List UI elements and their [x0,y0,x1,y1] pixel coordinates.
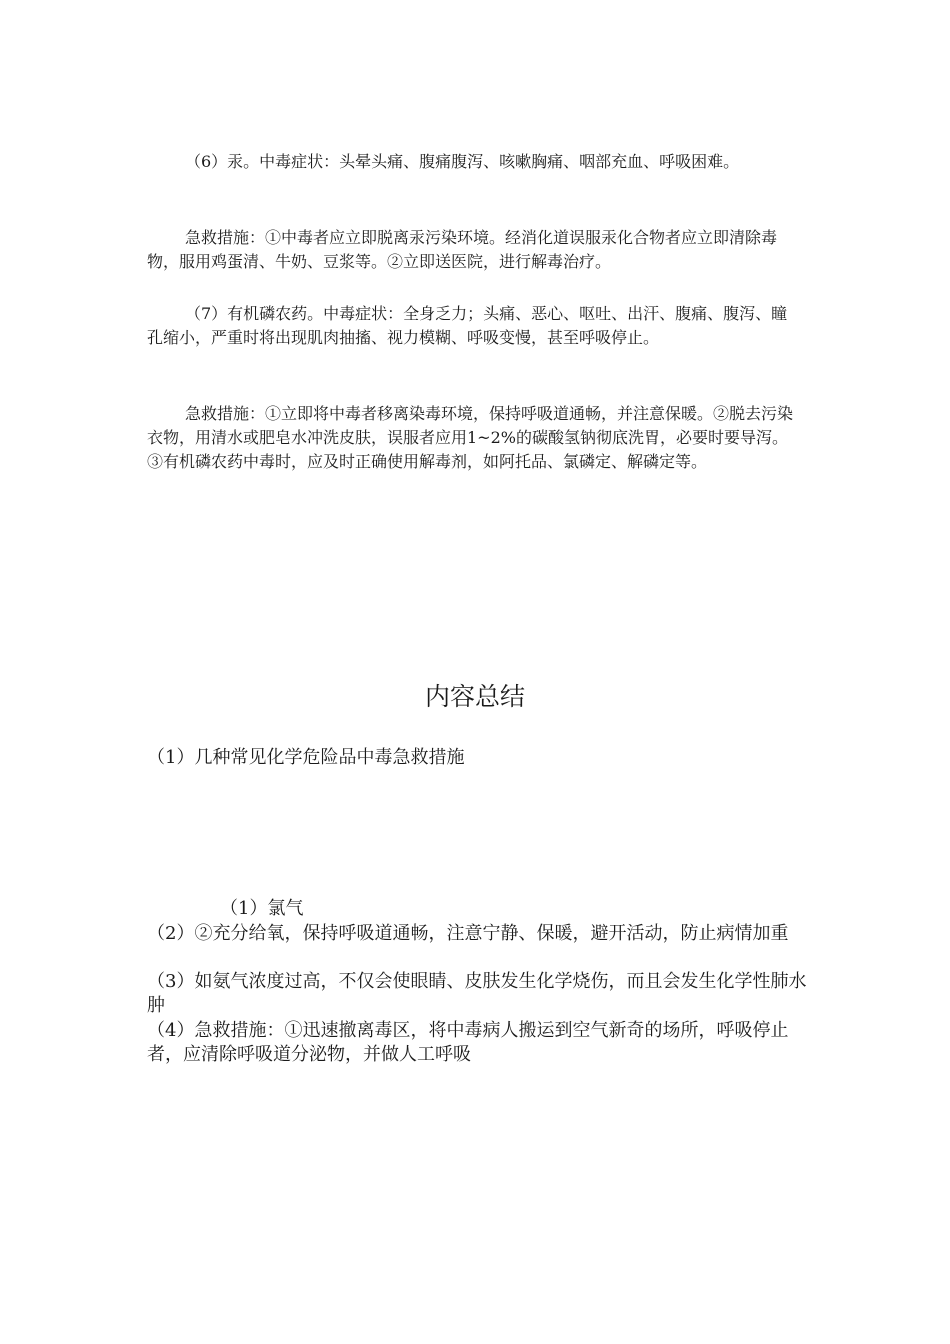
paragraph-organophosphate-symptoms: （7）有机磷农药。中毒症状：全身乏力；头痛、恶心、呕吐、出汗、腹痛、腹泻、瞳孔缩小，严重时将出现肌肉抽搐、视力模糊、呼吸变慢，甚至呼吸停止。 [147,304,788,347]
summary-item-1: （1）氯气 [220,898,304,919]
summary-title: 内容总结 [424,682,525,711]
paragraph-mercury-symptoms: （6）汞。中毒症状：头晕头痛、腹痛腹泻、咳嗽胸痛、咽部充血、呼吸困难。 [185,152,740,171]
paragraph-organophosphate-first-aid: 急救措施：①立即将中毒者移离染毒环境，保持呼吸道通畅，并注意保暖。②脱去污染衣物，用清水或肥皂水冲洗皮肤，误服者应用1~2%的碳酸氢钠彻底洗胃，必要时要导泻。③有机磷农药中毒时，应及时正确使用解毒剂，如阿托品、氯磷定、解磷定等。 [147,404,794,471]
summary-item-3: （3）如氨气浓度过高，不仅会使眼睛、皮肤发生化学烧伤，而且会发生化学性肺水肿 [147,971,807,1016]
summary-subtitle: （1）几种常见化学危险品中毒急救措施 [147,747,465,768]
paragraph-mercury-first-aid: 急救措施：①中毒者应立即脱离汞污染环境。经消化道误服汞化合物者应立即清除毒物，服用鸡蛋清、牛奶、豆浆等。②立即送医院，进行解毒治疗。 [147,228,778,271]
summary-item-4: （4）急救措施：①迅速撤离毒区，将中毒病人搬运到空气新奇的场所，呼吸停止者，应清除呼吸道分泌物，并做人工呼吸 [147,1020,789,1065]
summary-item-2: （2）②充分给氧，保持呼吸道通畅，注意宁静、保暖，避开活动，防止病情加重 [147,923,789,944]
